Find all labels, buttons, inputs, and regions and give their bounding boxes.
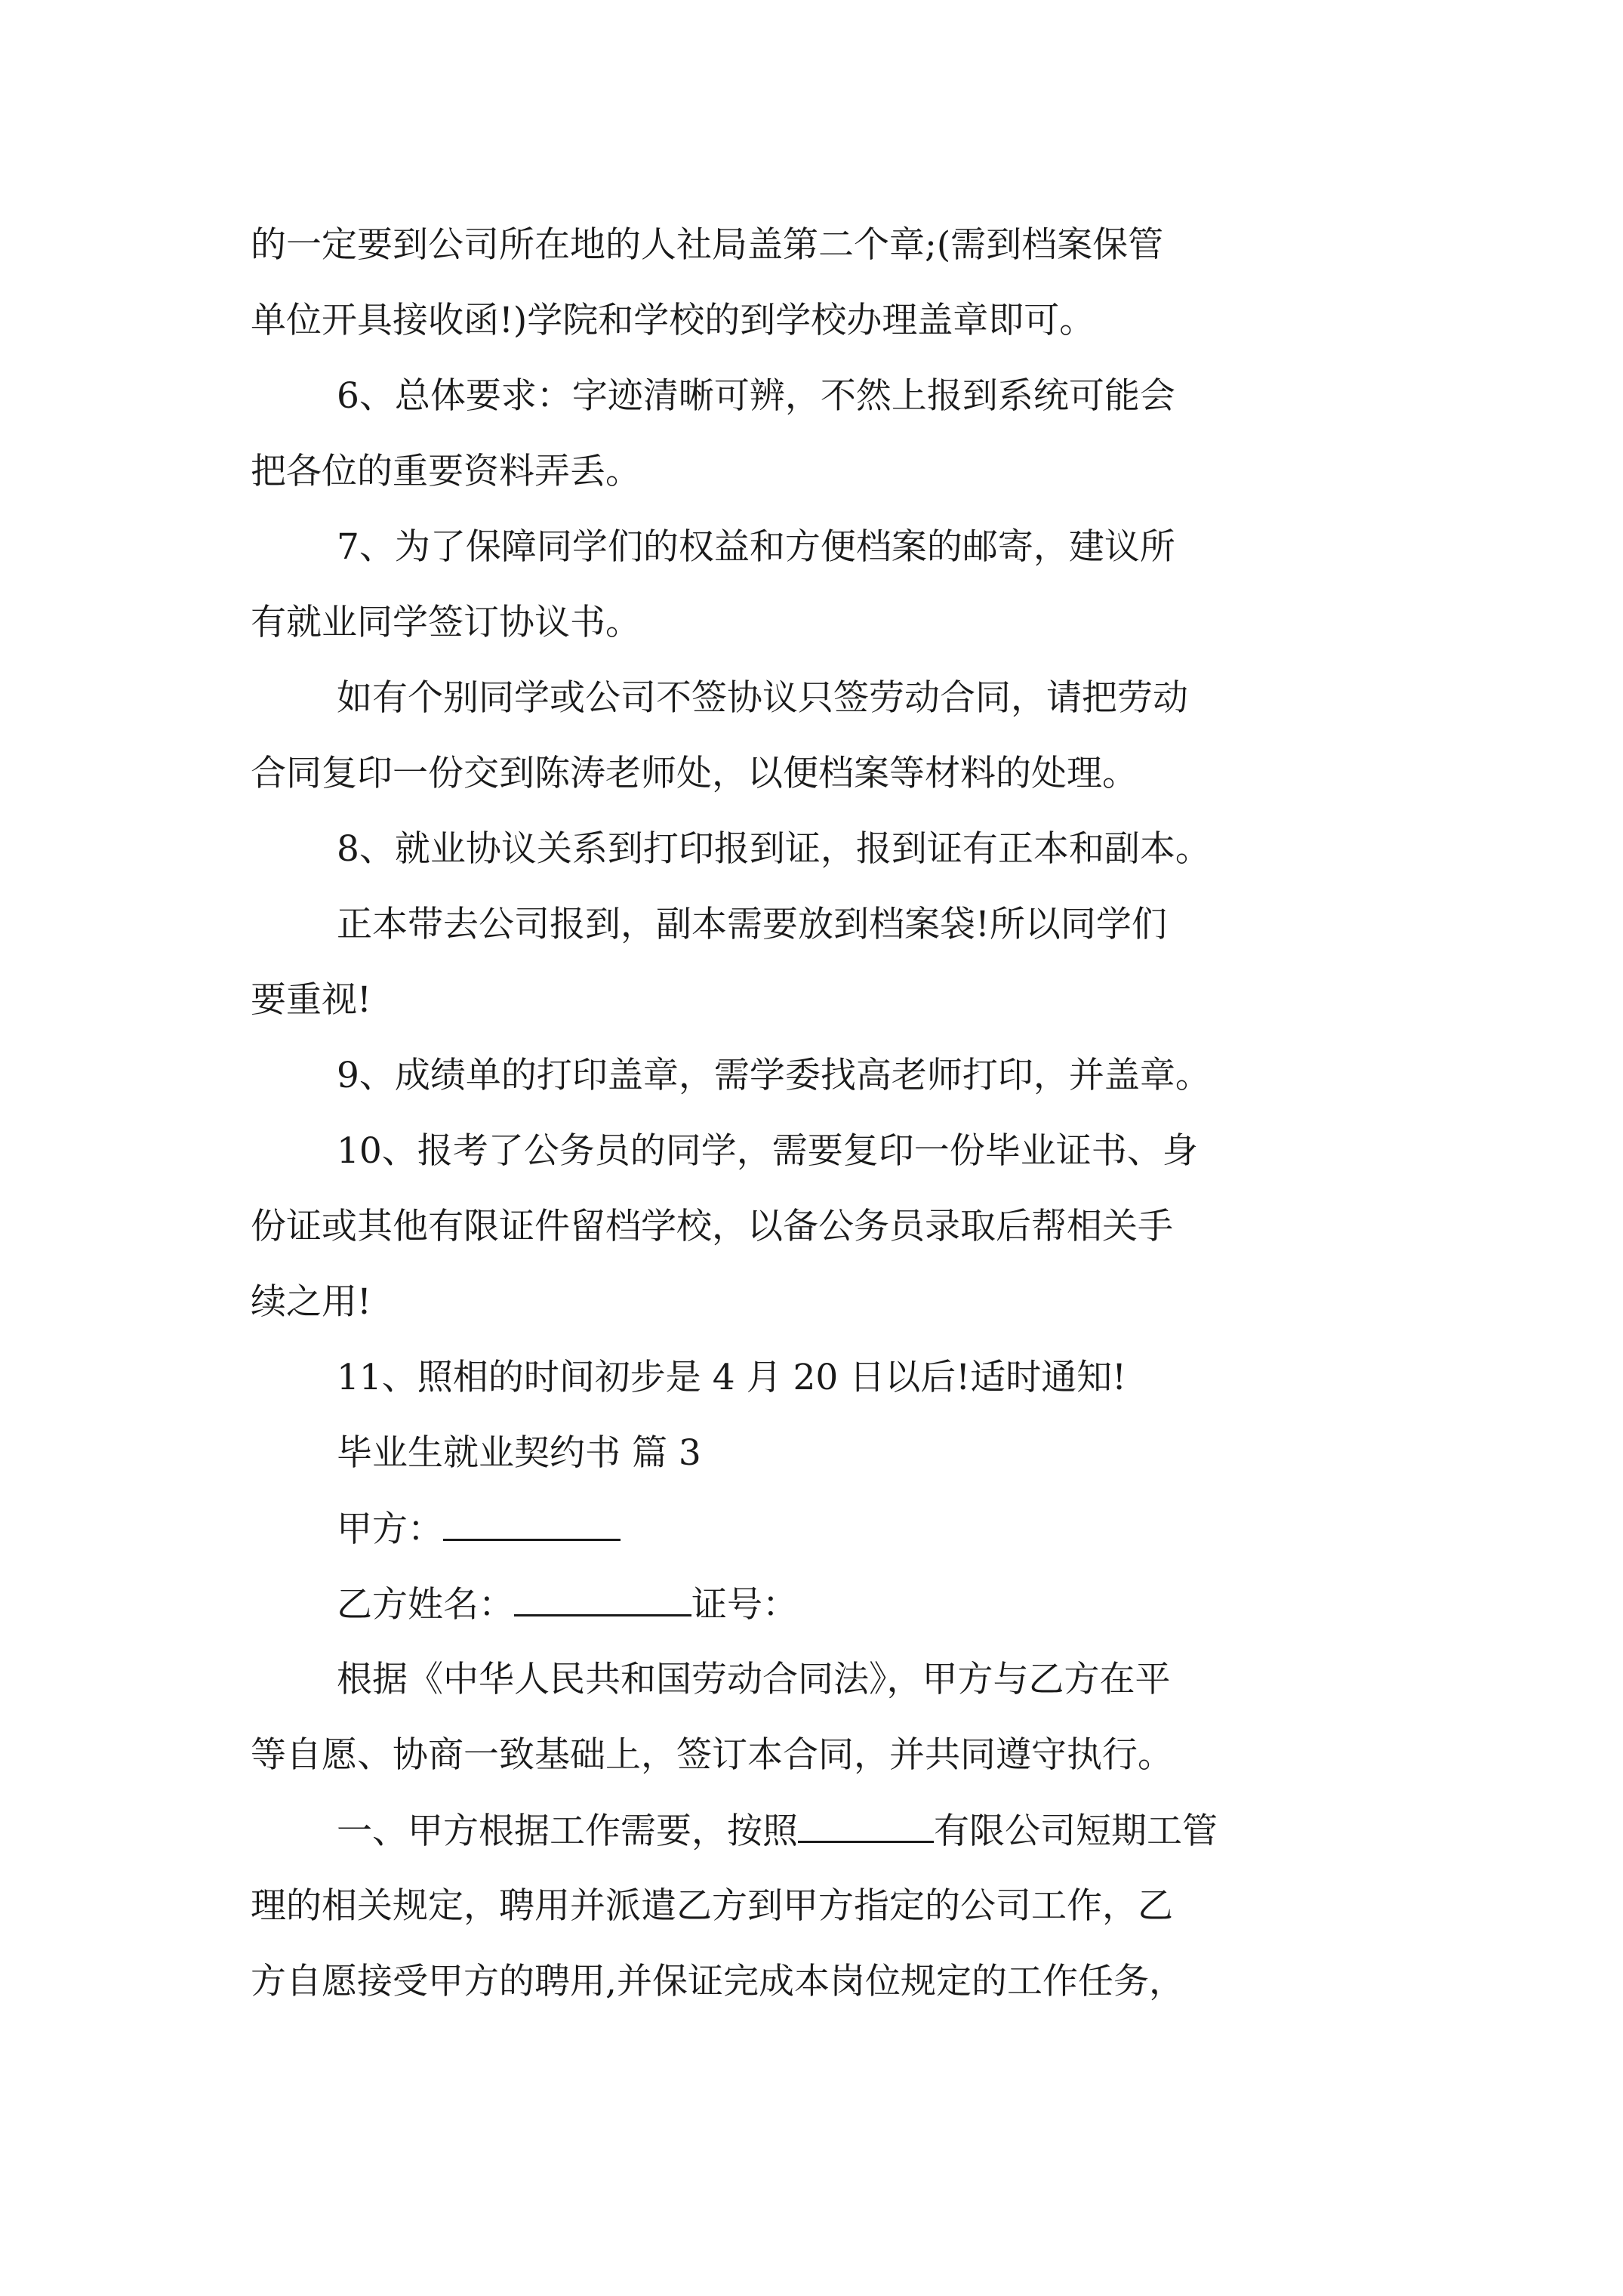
text-line: 9、成绩单的打印盖章，需学委找高老师打印，并盖章。 bbox=[337, 1055, 1211, 1096]
clause-one-line bbox=[337, 1804, 1406, 1857]
text-line: 份证或其他有限证件留档学校，以备公务员录取后帮相关手 bbox=[251, 1206, 1173, 1247]
party-b-id-label: 证号： bbox=[691, 1584, 798, 1626]
section-heading: 毕业生就业契约书 篇 3 bbox=[337, 1432, 701, 1474]
text-line: 6、总体要求：字迹清晰可辨，不然上报到系统可能会 bbox=[337, 375, 1175, 417]
text-line: 10、报考了公务员的同学，需要复印一份毕业证书、身 bbox=[337, 1130, 1198, 1172]
party-b-name-blank bbox=[514, 1578, 691, 1616]
text-line: 如有个别同学或公司不签协议只签劳动合同，请把劳动 bbox=[337, 677, 1188, 719]
text-line: 的一定要到公司所在地的人社局盖第二个章;(需到档案保管 bbox=[251, 224, 1164, 266]
text-line: 8、就业协议关系到打印报到证，报到证有正本和副本。 bbox=[337, 828, 1211, 870]
text-line: 合同复印一份交到陈涛老师处，以便档案等材料的处理。 bbox=[251, 753, 1138, 794]
text-line: 理的相关规定，聘用并派遣乙方到甲方指定的公司工作，乙 bbox=[251, 1885, 1173, 1927]
party-a-line bbox=[337, 1502, 1406, 1555]
text-line: 11、照相的时间初步是 4 月 20 日以后!适时通知! bbox=[337, 1357, 1127, 1398]
party-b-line bbox=[337, 1578, 1406, 1631]
text-line: 根据《中华人民共和国劳动合同法》，甲方与乙方在平 bbox=[337, 1659, 1171, 1700]
clause-one-text-start: 一、甲方根据工作需要，按照 bbox=[337, 1811, 798, 1852]
text-line: 有就业同学签订协议书。 bbox=[251, 602, 641, 643]
party-a-blank bbox=[443, 1502, 621, 1541]
text-line: 等自愿、协商一致基础上，签订本合同，并共同遵守执行。 bbox=[251, 1734, 1173, 1776]
text-line: 续之用! bbox=[251, 1281, 371, 1323]
text-line: 单位开具接收函!)学院和学校的到学校办理盖章即可。 bbox=[251, 300, 1095, 341]
company-name-blank bbox=[798, 1804, 934, 1843]
text-line: 要重视! bbox=[251, 979, 371, 1021]
text-line: 7、为了保障同学们的权益和方便档案的邮寄，建议所 bbox=[337, 526, 1175, 568]
party-b-name-label: 乙方姓名： bbox=[337, 1584, 514, 1626]
text-line: 正本带去公司报到，副本需要放到档案袋!所以同学们 bbox=[337, 904, 1167, 945]
clause-one-text-end: 有限公司短期工管 bbox=[934, 1811, 1218, 1852]
party-a-label: 甲方： bbox=[337, 1509, 443, 1550]
text-line: 方自愿接受甲方的聘用,并保证完成本岗位规定的工作任务， bbox=[251, 1961, 1184, 2002]
text-line: 把各位的重要资料弄丢。 bbox=[251, 451, 641, 492]
